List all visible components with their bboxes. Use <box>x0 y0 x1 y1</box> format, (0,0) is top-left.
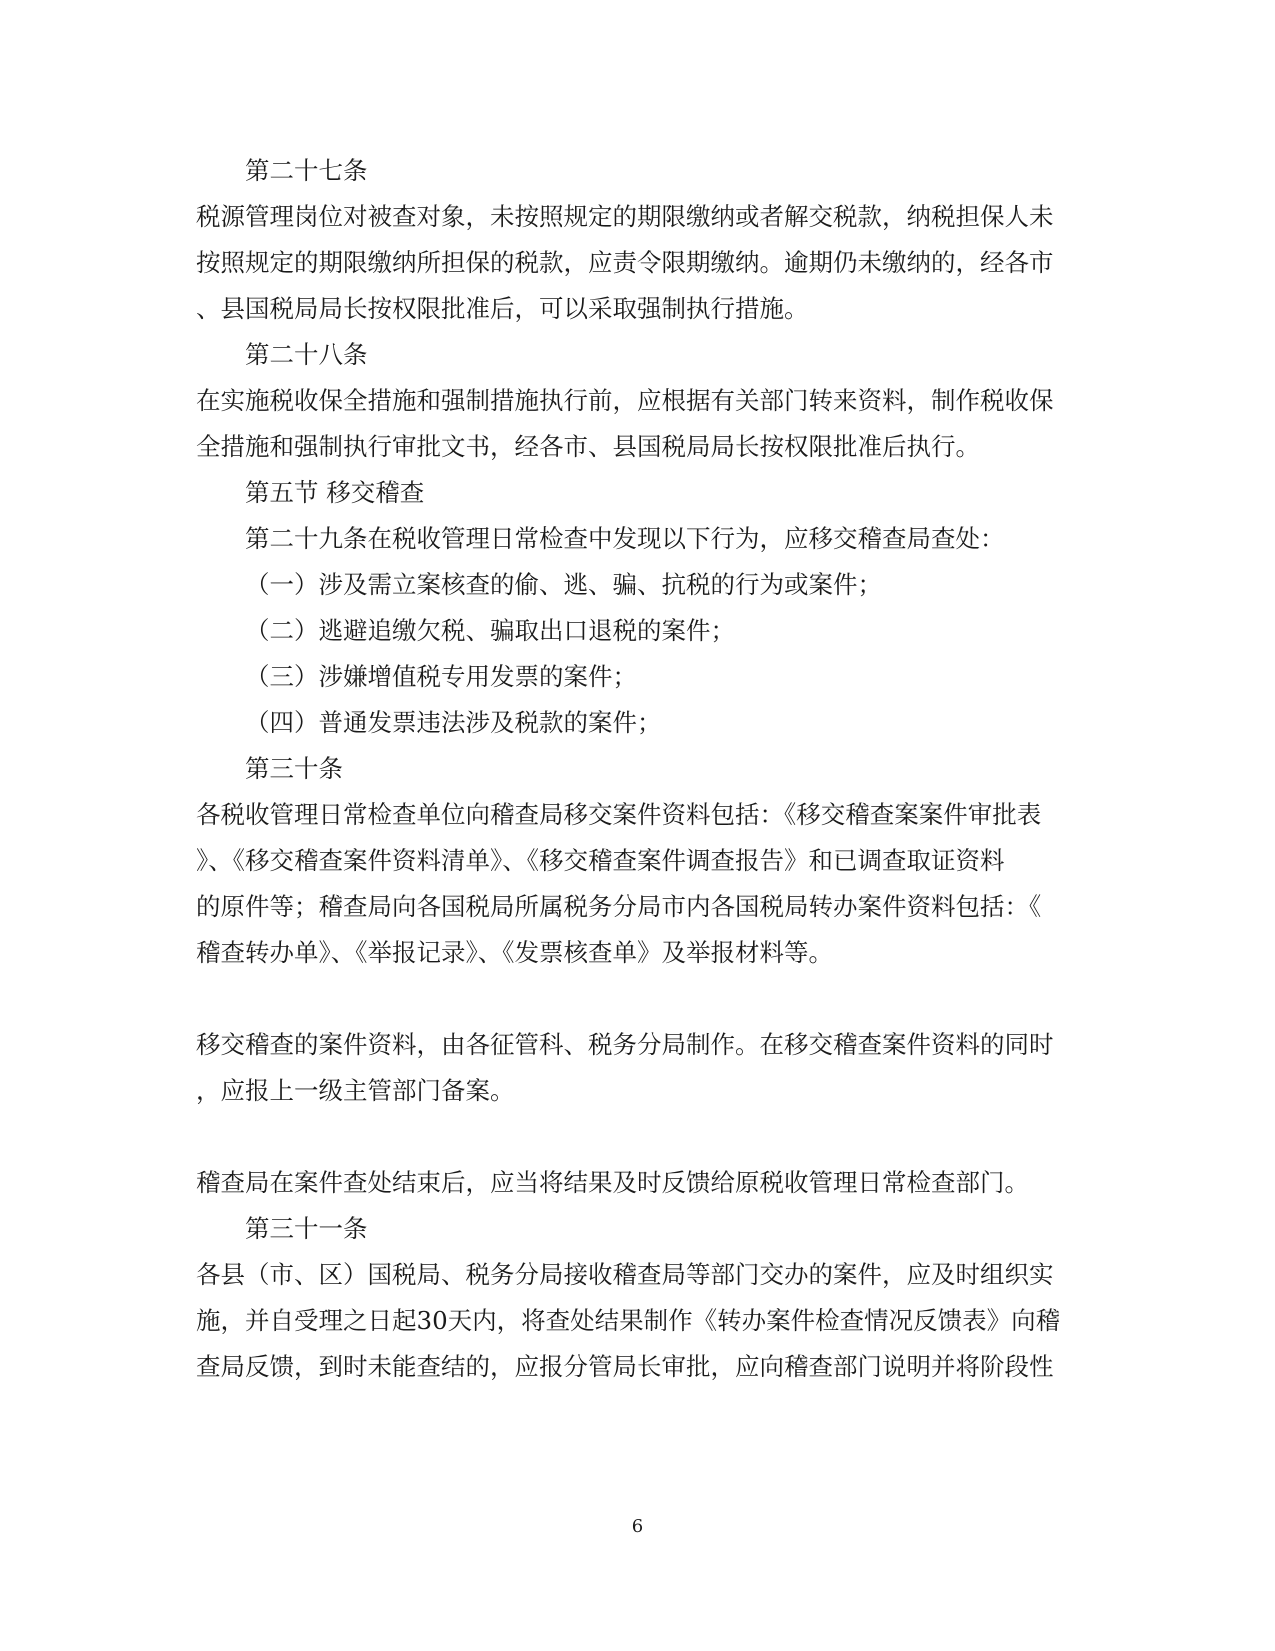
article-27-text-line-3: 、县国税局局长按权限批准后，可以采取强制执行措施。 <box>196 294 809 323</box>
feedback-paragraph: 稽查局在案件查处结束后，应当将结果及时反馈给原税收管理日常检查部门。 <box>196 1168 1029 1197</box>
article-31-text-line-3: 查局反馈，到时未能查结的，应报分管局长审批，应向稽查部门说明并将阶段性 <box>196 1352 1054 1381</box>
article-28-heading: 第二十八条 <box>245 340 368 369</box>
transfer-paragraph-line-2: ，应报上一级主管部门备案。 <box>196 1076 515 1105</box>
list-item-3: （三）涉嫌增值税专用发票的案件； <box>245 662 637 691</box>
article-30-heading: 第三十条 <box>245 754 343 783</box>
article-29-text: 第二十九条在税收管理日常检查中发现以下行为，应移交稽查局查处： <box>245 524 1005 553</box>
article-30-text-line-1: 各税收管理日常检查单位向稽查局移交案件资料包括：《移交稽查案案件审批表 <box>196 800 1042 829</box>
article-31-text-line-1: 各县（市、区）国税局、税务分局接收稽查局等部门交办的案件，应及时组织实 <box>196 1260 1054 1289</box>
article-30-text-line-3: 的原件等；稽查局向各国税局所属税务分局市内各国税局转办案件资料包括：《 <box>196 892 1042 921</box>
article-27-heading: 第二十七条 <box>245 156 368 185</box>
list-item-1: （一）涉及需立案核查的偷、逃、骗、抗税的行为或案件； <box>245 570 882 599</box>
page-number: 6 <box>631 1516 644 1537</box>
article-31-heading: 第三十一条 <box>245 1214 368 1243</box>
list-item-2: （二）逃避追缴欠税、骗取出口退税的案件； <box>245 616 735 645</box>
article-28-text-line-2: 全措施和强制执行审批文书，经各市、县国税局局长按权限批准后执行。 <box>196 432 980 461</box>
article-30-text-line-2: 》、《移交稽查案件资料清单》、《移交稽查案件调查报告》和已调查取证资料 <box>196 846 1005 875</box>
section-5-heading: 第五节 移交稽查 <box>245 478 425 507</box>
article-28-text-line-1: 在实施税收保全措施和强制措施执行前，应根据有关部门转来资料，制作税收保 <box>196 386 1054 415</box>
transfer-paragraph-line-1: 移交稽查的案件资料，由各征管科、税务分局制作。在移交稽查案件资料的同时 <box>196 1030 1054 1059</box>
article-30-text-line-4: 稽查转办单》、《举报记录》、《发票核查单》及举报材料等。 <box>196 938 833 967</box>
list-item-4: （四）普通发票违法涉及税款的案件； <box>245 708 662 737</box>
article-31-text-line-2: 施，并自受理之日起30天内，将查处结果制作《转办案件检查情况反馈表》向稽 <box>196 1306 1061 1335</box>
article-27-text-line-1: 税源管理岗位对被查对象，未按照规定的期限缴纳或者解交税款，纳税担保人未 <box>196 202 1054 231</box>
article-27-text-line-2: 按照规定的期限缴纳所担保的税款，应责令限期缴纳。逾期仍未缴纳的，经各市 <box>196 248 1054 277</box>
